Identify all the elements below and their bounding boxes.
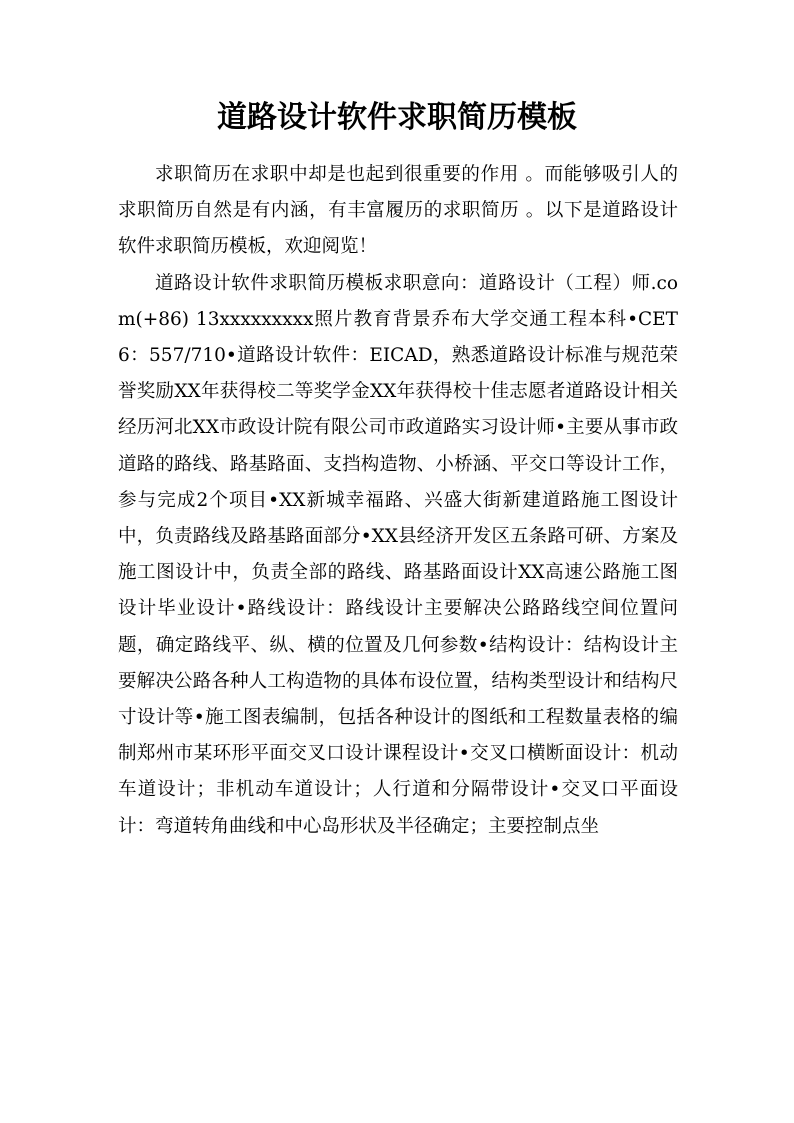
intro-paragraph: 求职简历在求职中却是也起到很重要的作用 。而能够吸引人的求职简历自然是有内涵，有丰富履历的求职简历 。以下是道路设计软件求职简历模板，欢迎阅览！ [118,164,678,258]
document-title: 道路设计软件求职简历模板 [217,100,577,135]
document-body [118,157,678,845]
resume-content-paragraph: 道路设计软件求职简历模板求职意向：道路设计（工程）师.com(+86) 13xxxxxxxxx照片教育背景乔布大学交通工程本科•CET6：557/710•道路设计软件：EICAD，熟悉道路设计标准与规范荣誉奖励XX年获得校二等奖学金XX年获得校十佳志愿者道路设计相关经历河北XX市政设计院有限公司市政道路实习设计师•主要从事市政道路的路线、路基路面、支挡构造物、小桥涵、平交口等设计工作，参与完成2个项目•XX新城幸福路、兴盛大街新建道路施工图设计中，负责路线及路基路面部分•XX县经济开发区五条路可研、方案及施工图设计中，负责全部的路线、路基路面设计XX高速公路施工图设计毕业设计•路线设计：路线设计主要解决公路路线空间位置问题，确定路线平、纵、横的位置及几何参数•结构设计：结构设计主要解决公路各种人工构造物的具体布设位置，结构类型设计和结构尺寸设计等•施工图表编制，包括各种设计的图纸和工程数量表格的编制郑州市某环形平面交叉口设计课程设计•交叉口横断面设计：机动车道设计；非机动车道设计；人行道和分隔带设计•交叉口平面设计：弯道转角曲线和中心岛形状及半径确定；主要控制点坐 [118,272,678,837]
